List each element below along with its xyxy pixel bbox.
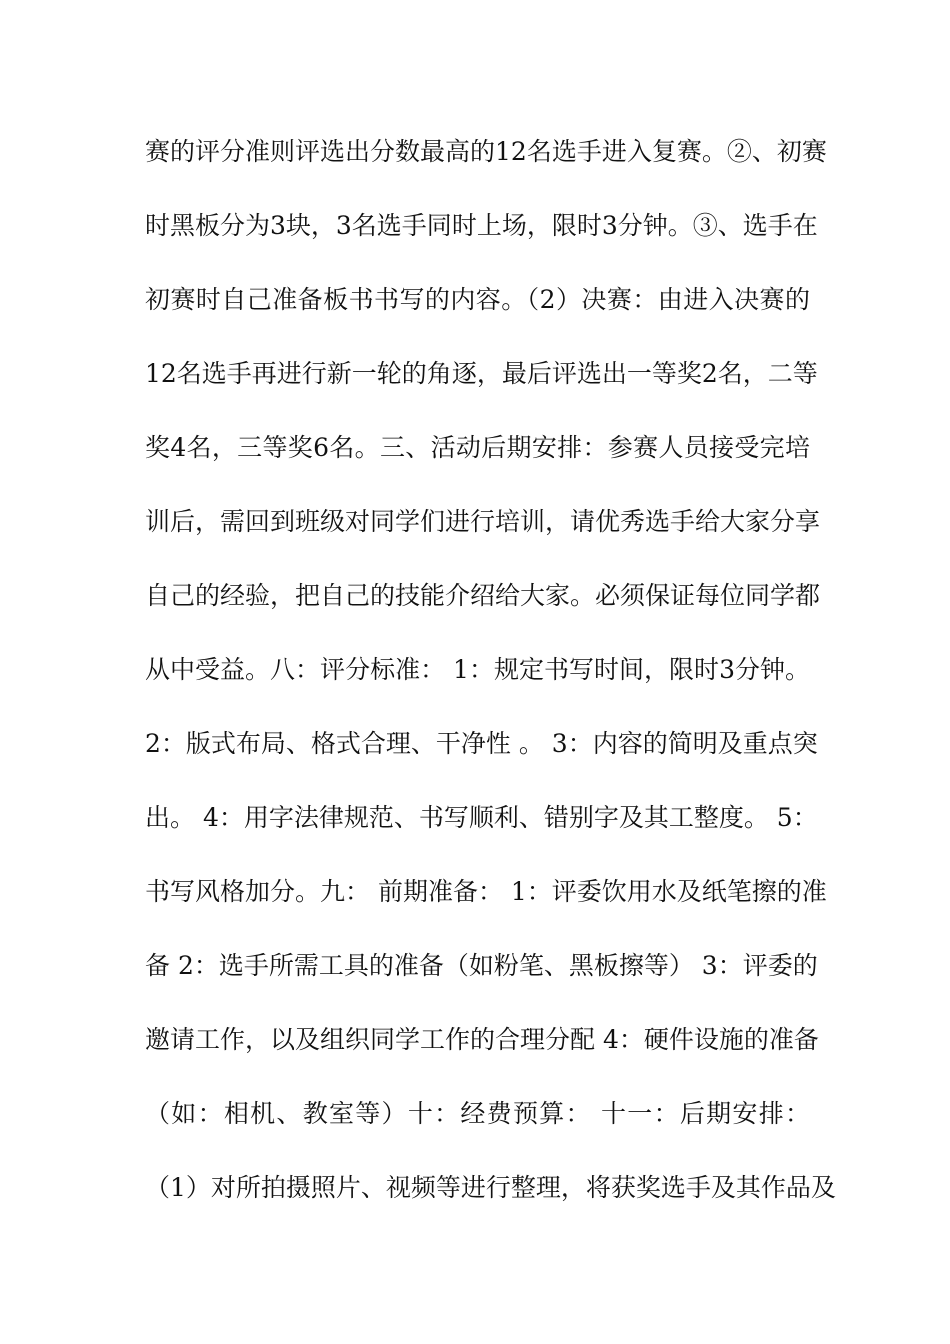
text-line-12: 备 2：选手所需工具的准备（如粉笔、黑板擦等） 3：评委的 bbox=[145, 951, 818, 980]
text-line-11: 书写风格加分。九： 前期准备： 1：评委饮用水及纸笔擦的准 bbox=[145, 877, 827, 906]
text-line-10: 出。 4：用字法律规范、书写顺利、错别字及其工整度。 5： bbox=[145, 803, 818, 832]
text-line-5: 奖4名，三等奖6名。三、活动后期安排：参赛人员接受完培 bbox=[145, 433, 810, 462]
text-line-8: 从中受益。八：评分标准： 1：规定书写时间，限时3分钟。 bbox=[145, 655, 810, 684]
text-line-7: 自己的经验，把自己的技能介绍给大家。必须保证每位同学都 bbox=[145, 581, 821, 610]
text-line-9: 2：版式布局、格式合理、干净性 。 3：内容的简明及重点突 bbox=[145, 729, 818, 758]
text-line-15: （1）对所拍摄照片、视频等进行整理，将获奖选手及其作品及 bbox=[145, 1173, 836, 1202]
text-line-1: 赛的评分准则评选出分数最高的12名选手进入复赛。②、初赛 bbox=[145, 137, 827, 166]
text-line-4: 12名选手再进行新一轮的角逐，最后评选出一等奖2名，二等 bbox=[145, 359, 818, 388]
text-line-2: 时黑板分为3块，3名选手同时上场，限时3分钟。③、选手在 bbox=[145, 211, 818, 240]
text-line-13: 邀请工作，以及组织同学工作的合理分配 4：硬件设施的准备 bbox=[145, 1025, 819, 1054]
text-line-14: （如：相机、教室等）十：经费预算： 十一：后期安排： bbox=[145, 1099, 810, 1128]
text-line-3: 初赛时自己准备板书书写的内容。（2）决赛：由进入决赛的 bbox=[145, 285, 810, 314]
text-line-6: 训后，需回到班级对同学们进行培训，请优秀选手给大家分享 bbox=[145, 507, 821, 536]
